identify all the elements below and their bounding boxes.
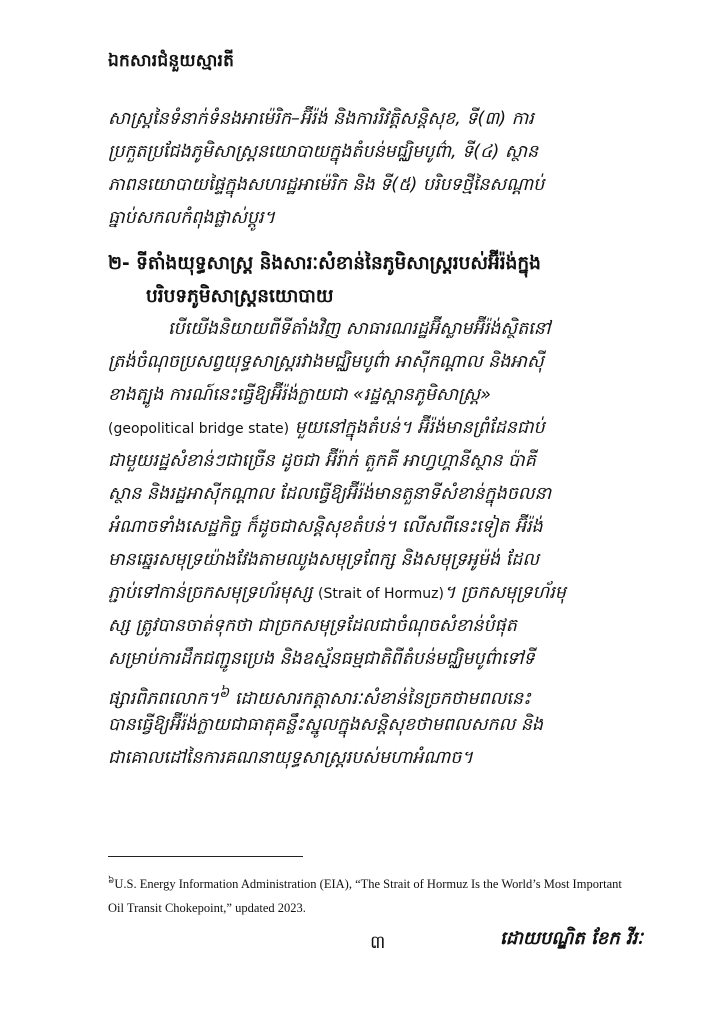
paragraph-line: ជាមួយរដ្ឋសំខាន់ៗជាច្រើន ដូចជា អ៊ីរ៉ាក់ តួកគី អាហ្វហ្គានីស្ថាន ប៉ាគី [108,451,536,471]
latin-term: (Strait of Hormuz) [318,586,444,602]
paragraph-text: ផ្សារពិភពលោក។ [108,688,219,709]
footnote-line: Oil Transit Chokepoint,” updated 2023. [108,901,306,916]
running-header: ឯកសារជំនួយស្មារតី [108,51,235,71]
footnote-reference[interactable]: ៦ [218,684,230,701]
footnote-marker: ៦ [108,875,115,885]
section-heading-line: បរិបទភូមិសាស្ត្រនយោបាយ [146,286,334,307]
paragraph-main [108,313,638,775]
footnote-divider [108,856,303,857]
paragraph-text: ភ្ជាប់ទៅកាន់ច្រកសមុទ្រហ័រមុស្ស [108,583,319,603]
paragraph-line: អំណាចទាំងសេដ្ឋកិច្ច ក៏ដូចជាសន្តិសុខតំបន់។ លើសពីនេះទៀត អ៊ីរ៉ង់ [108,517,543,537]
paragraph-text: មួយនៅក្នុងតំបន់។ អ៊ីរ៉ង់មានព្រំដែនជាប់ [289,418,545,438]
latin-term: (geopolitical bridge state) [108,421,290,437]
paragraph-line: សម្រាប់ការដឹកជញ្ជូនប្រេង និងឧស្ម័នធម្មជាតិពីតំបន់មជ្ឈិមបូព៌ាទៅទី [108,649,535,669]
footnote-line [108,868,648,896]
paragraph-line: ធ្នាប់សកលកំពុងផ្លាស់ប្តូរ។ [108,208,276,228]
paragraph-line [108,676,638,709]
paragraph-line: ត្រង់ចំណុចប្រសព្វយុទ្ធសាស្ត្ររវាងមជ្ឈិមបូព៌ា អាស៊ីកណ្តាល និងអាស៊ី [108,352,544,372]
author-credit: ដោយបណ្ឌិត ខែក វីរៈ [500,928,643,949]
paragraph-line: បើយើងនិយាយពីទីតាំងវិញ សាធារណរដ្ឋអ៊ីស្លាមអ៊ីរ៉ង់ស្ថិតនៅ [168,319,551,339]
paragraph-line: ជាគោលដៅនៃការគណនាយុទ្ធសាស្ត្ររបស់មហាអំណាច។ [108,748,473,768]
paragraph-line: ស្ស ត្រូវបានចាត់ទុកថា ជាច្រកសមុទ្រដែលជាចំណុចសំខាន់បំផុត [108,616,517,636]
paragraph-line [108,412,638,445]
footnote [108,868,648,920]
paragraph-line: សាស្ត្រនៃទំនាក់ទំនងអាម៉េរិក–អ៊ីរ៉ង់ និងការរិវត្តិសន្តិសុខ, ទី(៣) ការ [108,109,534,129]
paragraph-line: ខាងត្បូង ការណ៍នេះធ្វើឱ្យអ៊ីរ៉ង់ក្លាយជា «រដ្ឋស្ពានភូមិសាស្ត្រ» [108,385,491,405]
paragraph-text: ដោយសារកត្តាសារៈសំខាន់នៃច្រកថាមពលនេះ [229,688,531,709]
section-heading-line: ២- ទីតាំងយុទ្ធសាស្ត្រ និងសារៈសំខាន់នៃភូមិសាស្ត្ររបស់អ៊ីរ៉ង់ក្នុង [108,253,541,274]
paragraph-line: មានឆ្នេរសមុទ្រយ៉ាងវែងតាមឈូងសមុទ្រពែក្ស និងសមុទ្រអូម៉ង់ ដែល [108,550,540,570]
paragraph-line: ភាពនយោបាយផ្ទៃក្នុងសហរដ្ឋអាម៉េរិក និង ទី(៥) បរិបទថ្មីនៃសណ្តាប់ [108,175,545,195]
paragraph-line [108,577,638,610]
paragraph-line: ប្រកួតប្រជែងភូមិសាស្ត្រនយោបាយក្នុងតំបន់មជ្ឈិមបូព៌ា, ទី(៤) ស្ថាន [108,142,539,162]
paragraph-line: បានធ្វើឱ្យអ៊ីរ៉ង់ក្លាយជាធាតុគន្លឹះស្នូលក្នុងសន្តិសុខថាមពលសកល និង [108,715,544,735]
page-number: ៣ [370,932,386,953]
footnote-text: U.S. Energy Information Administration (EIA), “The Strait of Hormuz Is the World’s Most Important [114,877,622,892]
paragraph-continuation [108,103,638,235]
section-heading [108,247,648,313]
paragraph-text: ។ ច្រកសមុទ្រហ័រមុ [443,583,566,603]
paragraph-line: ស្ថាន និងរដ្ឋអាស៊ីកណ្តាល ដែលធ្វើឱ្យអ៊ីរ៉ង់មានតួនាទីសំខាន់ក្នុងចលនា [108,484,552,504]
